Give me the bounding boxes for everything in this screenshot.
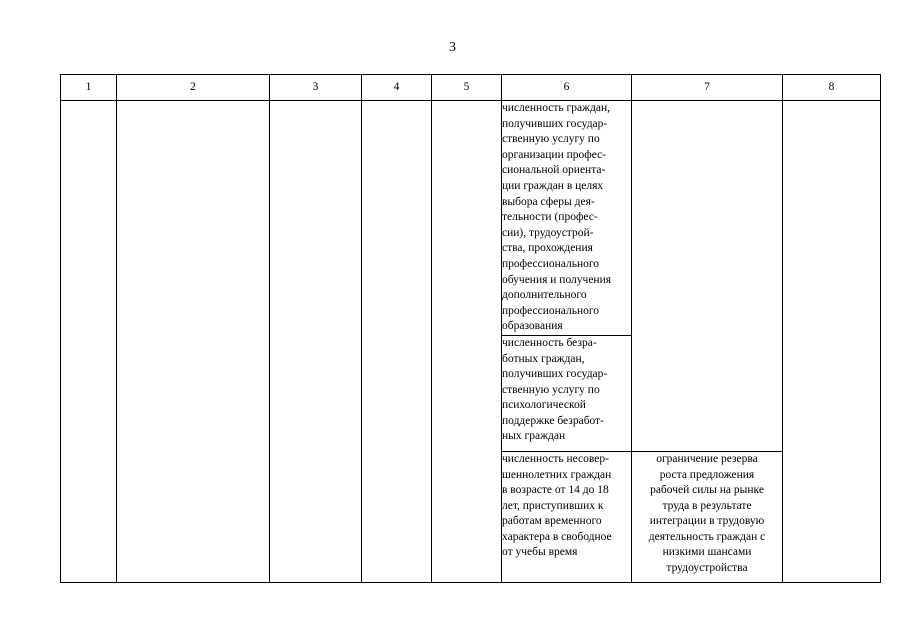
column-header-3: 3 bbox=[270, 75, 362, 101]
text-line: ботных граждан, bbox=[502, 352, 585, 365]
text-line: трудоустройства bbox=[666, 562, 748, 575]
risk-cell bbox=[632, 451, 783, 582]
text-line: ственную услугу по bbox=[502, 133, 600, 146]
indicator-cell bbox=[502, 335, 632, 451]
column-header-1: 1 bbox=[61, 75, 117, 101]
page-number: 3 bbox=[449, 40, 456, 55]
text-line: численность граждан, bbox=[502, 102, 610, 114]
text-line: психологической bbox=[502, 399, 586, 412]
text-line: ограничение резерва bbox=[656, 452, 758, 465]
cell-col2 bbox=[117, 101, 270, 583]
column-header-6: 6 bbox=[502, 75, 632, 101]
text-line: сиональной ориента- bbox=[502, 164, 606, 177]
text-line: сии), трудоустрой- bbox=[502, 226, 594, 239]
cell-col5 bbox=[432, 101, 502, 583]
text-line: деятельность граждан с bbox=[648, 530, 766, 543]
text-line: образования bbox=[502, 320, 563, 333]
text-line: поддержке безработ- bbox=[502, 414, 605, 427]
text-line: ственную услугу по bbox=[502, 383, 600, 396]
cell-col3 bbox=[270, 101, 362, 583]
indicators-table bbox=[60, 74, 881, 583]
text-line: выбора сферы дея- bbox=[502, 195, 595, 208]
text-line: тельности (профес- bbox=[502, 211, 598, 224]
text-line: профессионального bbox=[502, 304, 600, 317]
text-line: труда в результате bbox=[662, 499, 752, 512]
text-line: интеграции в трудовую bbox=[649, 515, 765, 528]
text-line: получивших государ- bbox=[502, 368, 608, 381]
text-line: численность несовер- bbox=[502, 452, 609, 465]
text-line: лет, приступивших к bbox=[502, 499, 604, 512]
text-line: получивших государ- bbox=[502, 117, 608, 130]
text-line: организации профес- bbox=[502, 148, 607, 161]
cell-col1 bbox=[61, 101, 117, 583]
cell-col8 bbox=[783, 101, 881, 583]
text-line: численность безра- bbox=[502, 336, 597, 349]
indicator-cell bbox=[502, 451, 632, 582]
indicator-cell bbox=[502, 101, 632, 336]
text-line: обучения и получения bbox=[502, 273, 612, 286]
text-line: в возрасте от 14 до 18 bbox=[502, 484, 609, 497]
text-line: ства, прохождения bbox=[502, 242, 593, 255]
text-line: шеннолетних граждан bbox=[502, 468, 612, 481]
text-line: характера в свободное bbox=[502, 530, 612, 543]
text-line: роста предложения bbox=[659, 468, 755, 481]
column-header-4: 4 bbox=[362, 75, 432, 101]
cell-col7-empty bbox=[632, 101, 783, 452]
text-line: работам временного bbox=[502, 515, 602, 528]
column-header-5: 5 bbox=[432, 75, 502, 101]
text-line: ных граждан bbox=[502, 430, 566, 443]
text-line: дополнительного bbox=[502, 289, 587, 302]
cell-col4 bbox=[362, 101, 432, 583]
column-header-2: 2 bbox=[117, 75, 270, 101]
text-line: рабочей силы на рынке bbox=[650, 484, 764, 497]
text-line: от учебы время bbox=[502, 546, 578, 559]
text-line: низкими шансами bbox=[662, 546, 752, 559]
text-line: ции граждан в целях bbox=[502, 179, 604, 192]
column-header-8: 8 bbox=[783, 75, 881, 101]
column-header-7: 7 bbox=[632, 75, 783, 101]
header-row bbox=[61, 75, 881, 101]
text-line: профессионального bbox=[502, 257, 600, 270]
table-row bbox=[61, 101, 881, 336]
